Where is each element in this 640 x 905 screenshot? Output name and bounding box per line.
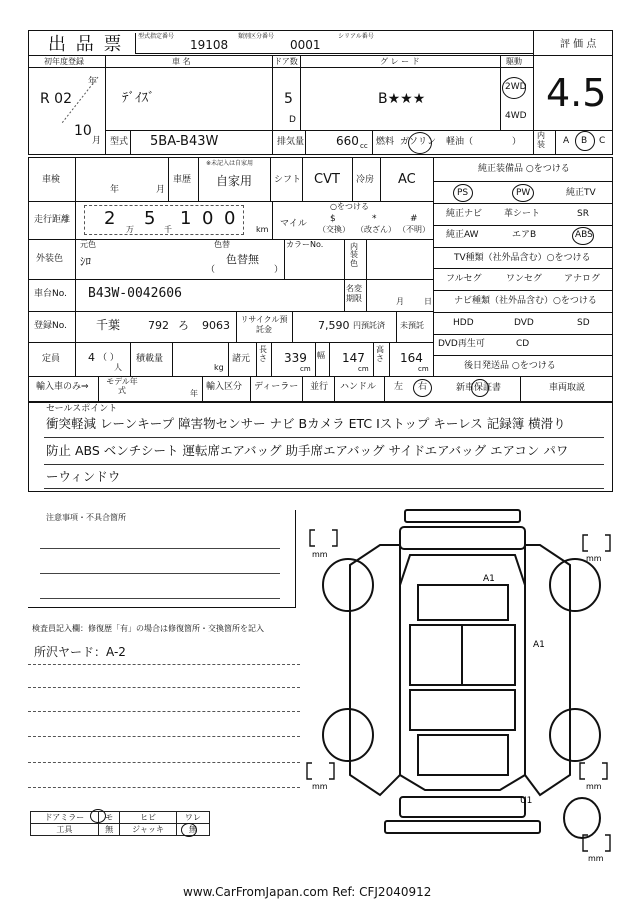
mirror-r2: 無	[98, 824, 120, 836]
sales-line-1: 衝突軽減 レーンキープ 障害物センサー ナビ Bカメラ ETC Iストップ キーレス 記録簿 横滑り	[46, 416, 566, 431]
inspector-label: 検査員記入欄：修復歴「有」の場合は修復箇所・交換箇所を記入	[32, 624, 264, 633]
shift: CVT	[314, 172, 340, 187]
navi-header: ナビ種類（社外品含む）○をつける	[454, 296, 597, 306]
equip-sr: SR	[577, 209, 589, 219]
repaint: 色替無	[226, 253, 259, 266]
equip-airbag: エアB	[512, 230, 537, 240]
drive-2wd-circle	[502, 77, 526, 99]
orig-color: ｼﾛ	[80, 255, 91, 268]
inspection-label: 車検	[42, 175, 61, 185]
nameperiod-label: 名変期限	[346, 284, 362, 303]
exchange-label: （交換）	[318, 225, 350, 234]
hei-label: 高さ	[376, 345, 384, 363]
door-type: D	[289, 115, 296, 125]
model-year-unit: 年	[190, 389, 198, 398]
capacity: 4	[88, 351, 95, 364]
mm-2: mm	[586, 554, 602, 563]
width: 147	[342, 351, 365, 365]
mark-a1-side: A1	[533, 640, 545, 650]
cd-label: CD	[516, 339, 530, 349]
fuel-circle	[408, 132, 432, 154]
sales-label: セールスポイント	[46, 404, 118, 414]
history-label: 車歴	[173, 175, 192, 185]
recycle-unit: 円預託済	[353, 321, 385, 330]
import-label: 輸入車のみ⇒	[36, 382, 89, 392]
sales-line-2: 防止 ABS ベンチシート 運転席エアバッグ 助手席エアバッグ サイドエアバッグ エアコン パワ	[46, 443, 569, 458]
mm-4: mm	[586, 782, 602, 791]
score: 4.5	[546, 71, 607, 115]
right-handle: 右	[418, 382, 428, 392]
orig-color-label: 元色	[80, 240, 96, 249]
km-unit: km	[256, 225, 269, 234]
interior-label: 内装	[537, 131, 545, 149]
equip-abs: ABS	[575, 230, 593, 240]
dealer-label: ディーラー	[254, 382, 299, 392]
mileage-digit-3: 1	[180, 208, 192, 229]
mirror-r1: 工具	[31, 824, 99, 836]
mm-5: mm	[588, 854, 604, 863]
tv-header: TV種類（社外品含む）○をつける	[454, 253, 591, 263]
shift-label: シフト	[274, 175, 302, 185]
mirror-circle-1	[90, 809, 106, 823]
unknown-label: （不明）	[398, 225, 430, 234]
docs-warranty-circle	[471, 379, 489, 397]
displacement: 660	[336, 134, 359, 148]
month-unit: 月	[92, 136, 102, 146]
drive-2wd: 2WD	[505, 82, 527, 92]
grade-label: グ レ ー ド	[380, 57, 420, 66]
sales-line-3: ーウィンドウ	[46, 469, 121, 484]
dollar-mark: $	[330, 214, 336, 224]
fuel-label: 燃料	[376, 137, 395, 147]
car-name-label: 車 名	[172, 57, 191, 66]
reg-kana: ろ	[178, 319, 189, 332]
equip-tv: 純正TV	[566, 188, 596, 198]
nameperiod-day: 日	[424, 297, 432, 306]
mirror-h1: ドアミラー	[31, 812, 99, 824]
equip-aw: 純正AW	[446, 230, 479, 240]
payload-label: 積載量	[136, 354, 164, 364]
chassis-no: B43W-0042606	[88, 286, 182, 301]
door-label: ドア数	[274, 57, 298, 66]
cc-unit: cc	[360, 142, 368, 150]
score-label: 評 価 点	[560, 39, 597, 50]
star-mark: *	[372, 214, 377, 224]
type-no-label: 型式指定番号	[138, 33, 175, 40]
handle-label: ハンドル	[340, 382, 377, 392]
hash-mark: #	[410, 214, 418, 224]
repaint-label: 色替	[214, 240, 230, 249]
wid-label: 幅	[317, 351, 325, 360]
mile-label: マイル	[280, 219, 307, 229]
equip-abs-circle	[572, 227, 594, 245]
mileage-digit-1: 2	[104, 208, 116, 229]
interior-b: B	[581, 136, 588, 146]
navi-sd: SD	[577, 318, 590, 328]
mileage-unit-1: 万	[126, 225, 134, 234]
mark-a1-top: A1	[483, 574, 495, 584]
mirror-h3: ヒビ	[120, 812, 176, 824]
right-handle-circle	[413, 379, 432, 397]
grade: B★★★	[378, 91, 426, 107]
len-label: 長さ	[259, 345, 267, 363]
diesel-label: 軽油（	[446, 137, 474, 147]
drive-4wd: 4WD	[505, 111, 527, 121]
class-no-label: 類別区分番号	[238, 33, 275, 40]
mileage-unit-2: 千	[164, 225, 172, 234]
inspection-year-unit: 年	[110, 185, 120, 195]
tv-analog: アナログ	[564, 274, 601, 284]
model-year-label: モデル年式	[106, 377, 138, 395]
parallel-label: 並行	[310, 382, 329, 392]
recycle-unpaid: 未預託	[400, 321, 424, 330]
mileage-digit-2: 5	[144, 208, 156, 229]
doors: 5	[284, 91, 293, 107]
mirror-r4: 無	[176, 824, 209, 836]
docs-warranty: 新車保証書	[456, 383, 502, 393]
recycle-amount: 7,590	[318, 319, 350, 332]
model-label: 型式	[110, 137, 129, 147]
docs-manual: 車両取説	[549, 383, 586, 393]
height-cm: cm	[418, 365, 429, 373]
mirror-r3: ジャッキ	[120, 824, 176, 836]
import-class-label: 輸入区分	[206, 382, 243, 392]
page-title: 出 品 票	[48, 34, 124, 55]
paren-open: （	[206, 265, 216, 275]
interior-b-circle	[575, 131, 595, 151]
inspection-month-unit: 月	[156, 185, 166, 195]
capacity-paren: （ ）	[98, 353, 119, 363]
ac: AC	[398, 172, 416, 187]
history: 自家用	[216, 174, 253, 188]
interior-a: A	[563, 136, 570, 146]
reg-label: 登録No.	[34, 321, 67, 331]
reg-no: 9063	[202, 319, 230, 332]
mm-3: mm	[312, 782, 328, 791]
length-cm: cm	[300, 365, 311, 373]
capacity-label: 定員	[42, 354, 61, 364]
equip-ps-circle	[453, 184, 473, 202]
car-diagram	[300, 505, 620, 875]
era-year: R 02	[40, 91, 72, 107]
mirror-h4: ワレ	[176, 812, 209, 824]
diesel-close: ）	[512, 137, 522, 147]
footer-ref: www.CarFromJapan.com Ref: CFJ2040912	[183, 885, 432, 899]
docs-header: 後日発送品 ○をつける	[464, 361, 556, 371]
mark-u1: U1	[520, 796, 533, 806]
mirror-h2: モ	[98, 812, 120, 824]
displacement-label: 排気量	[277, 137, 305, 147]
paren-close: ）	[274, 265, 284, 275]
navi-dvd: DVD	[514, 318, 534, 328]
year-unit: 年	[88, 77, 98, 87]
ac-label: 冷房	[356, 175, 375, 185]
mileage-digit-4: 0	[202, 208, 214, 229]
interior-c: C	[599, 136, 606, 146]
class-no: 0001	[290, 38, 321, 52]
navi-hdd: HDD	[453, 318, 474, 328]
length: 339	[284, 351, 307, 365]
month: 10	[74, 123, 92, 139]
equip-leather: 革シート	[504, 209, 541, 219]
chassis-label: 車台No.	[34, 289, 67, 299]
left-handle: 左	[394, 382, 404, 392]
first-reg-label: 初年度登録	[44, 57, 84, 66]
tv-oneseg: ワンセグ	[506, 274, 543, 284]
tv-fullseg: フルセグ	[446, 274, 482, 284]
mileage-digit-5: 0	[224, 208, 236, 229]
equip-pw-circle	[512, 184, 534, 202]
type-no: 19108	[190, 38, 229, 52]
car-name: ﾃﾞｲｽﾞ	[122, 91, 155, 106]
recycle-label: リサイクル預託金	[240, 315, 288, 334]
width-cm: cm	[358, 365, 369, 373]
mileage-label: 走行距離	[34, 215, 71, 225]
equipment-header: 純正装備品 ○をつける	[478, 164, 570, 174]
equip-ps: PS	[457, 188, 469, 198]
color-label: 外装色	[36, 254, 64, 264]
yard: 所沢ヤード：A-2	[34, 645, 126, 659]
fuel: ガソリン	[400, 137, 437, 147]
mm-1: mm	[312, 550, 328, 559]
kg-unit: kg	[214, 363, 224, 372]
altered-label: （改ざん）	[356, 225, 396, 234]
caution-label: 注意事項・不具合箇所	[46, 513, 126, 522]
equip-navi: 純正ナビ	[446, 209, 483, 219]
dvd-label: DVD再生可	[438, 339, 485, 349]
interior-color-label: 内装色	[350, 242, 358, 268]
mark-note: ○をつける	[330, 202, 369, 211]
color-no-label: カラーNo.	[286, 240, 324, 249]
nameperiod-month: 月	[396, 297, 404, 306]
caution-box	[28, 510, 296, 608]
model: 5BA-B43W	[150, 134, 219, 149]
unregistered-note: ※未記入は自家用	[206, 160, 254, 167]
mirror-circle-2	[181, 823, 197, 837]
reg-class: 792	[148, 319, 169, 332]
height: 164	[400, 351, 423, 365]
dims-label: 諸元	[232, 354, 251, 364]
capacity-unit: 人	[114, 363, 122, 372]
drive-label: 駆動	[506, 57, 522, 66]
serial-label: シリアル番号	[338, 33, 374, 40]
equip-pw: PW	[516, 188, 531, 198]
reg-area: 千葉	[96, 318, 121, 332]
